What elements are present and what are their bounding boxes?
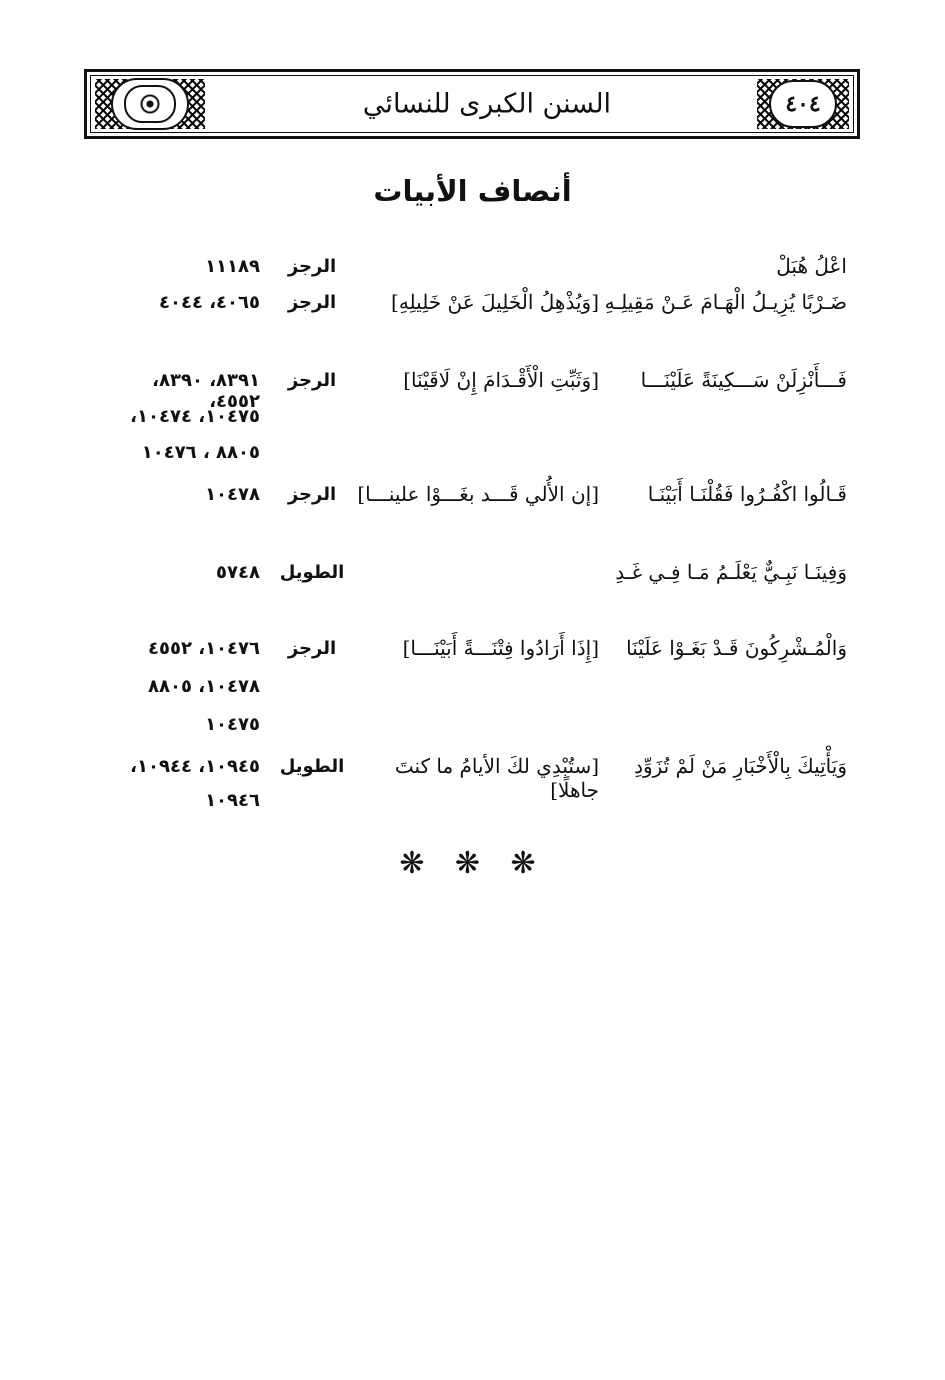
verse-ref: ١٠٩٤٥، ١٠٩٤٤، <box>130 756 260 777</box>
verse-ref: ٤٠٦٥، ٤٠٤٤ <box>158 292 260 313</box>
verse-meter: الرجز <box>287 484 337 505</box>
section-title: أنصاف الأبيات <box>373 174 572 208</box>
end-mark: ❋ ❋ ❋ <box>399 846 546 881</box>
verse-first-half: فَـــأَنْزِلَنْ سَـــكِينَةً عَلَيْنَـــا <box>640 368 847 392</box>
verse-ref: ٥٧٤٨ <box>216 562 260 583</box>
verse-second-half: [إن الأُلي قَـــد بغَـــوْا علينـــا] <box>357 482 599 506</box>
verse-first-half: وَيَأْتِيكَ بِالْأَخْبَارِ مَنْ لَمْ تُزَوِّدِ <box>634 754 847 778</box>
verse-first-half: قَـالُوا اكْفُـرُوا فَقُلْنَـا أَبَيْنَـا <box>647 482 847 506</box>
verse-meter: الرجز <box>287 638 337 659</box>
verse-ref: ١٠٤٧٥ <box>205 714 260 735</box>
verse-second-half: [ستُبْدِي لكَ الأيامُ ما كنتَ جاهلًا] <box>394 754 599 802</box>
verse-meter: الطويل <box>279 562 345 583</box>
verse-ref: ١٠٩٤٦ <box>205 790 260 811</box>
verse-second-half: [إِذَا أَرَادُوا فِتْنَـــةً أَبَيْنَـــا] <box>402 636 599 660</box>
verse-meter: الرجز <box>287 370 337 391</box>
verse-meter: الطويل <box>279 756 345 777</box>
verse-first-half: وَفِينَـا نَبِـيٌّ يَعْلَـمُ مَـا فِـي غَـدِ <box>615 560 847 584</box>
verse-first-half: اعْلُ هُبَلْ <box>776 254 847 278</box>
verse-second-half: [وَثَبِّتِ الْأَقْـدَامَ إِنْ لَاقَيْنَا] <box>403 368 599 392</box>
ornament-border-icon <box>95 79 205 129</box>
page-header <box>84 69 860 139</box>
verse-meter: الرجز <box>287 292 337 313</box>
page-number: ٤٠٤ <box>769 80 837 128</box>
verse-ref: ١٠٤٧٥، ١٠٤٧٤، <box>130 406 260 427</box>
verse-first-half: ضَـرْبًا يُزِيـلُ الْهَـامَ عَـنْ مَقِيلِـهِ <box>604 290 847 314</box>
ornament-border-icon <box>757 79 849 129</box>
seal-emblem-icon <box>124 85 176 123</box>
book-title: السنن الكبرى للنسائي <box>362 88 612 120</box>
seal-medallion-icon <box>111 78 189 130</box>
verse-first-half: وَالْمُـشْرِكُونَ قَـدْ بَغَـوْا عَلَيْنَا <box>626 636 847 660</box>
verse-ref: ٨٨٠٥ ، ١٠٤٧٦ <box>141 442 260 463</box>
verse-ref: ١١١٨٩ <box>205 256 260 277</box>
verse-ref: ٨٣٩١، ٨٣٩٠، ٤٥٥٢، <box>152 370 260 412</box>
verse-meter: الرجز <box>287 256 337 277</box>
verse-second-half: [وَيُذْهِلُ الْخَلِيلَ عَنْ خَلِيلِهِ] <box>391 290 599 314</box>
verse-ref: ١٠٤٧٨، ٨٨٠٥ <box>148 676 260 697</box>
verse-ref: ١٠٤٧٨ <box>205 484 260 505</box>
verse-ref: ١٠٤٧٦، ٤٥٥٢ <box>148 638 260 659</box>
